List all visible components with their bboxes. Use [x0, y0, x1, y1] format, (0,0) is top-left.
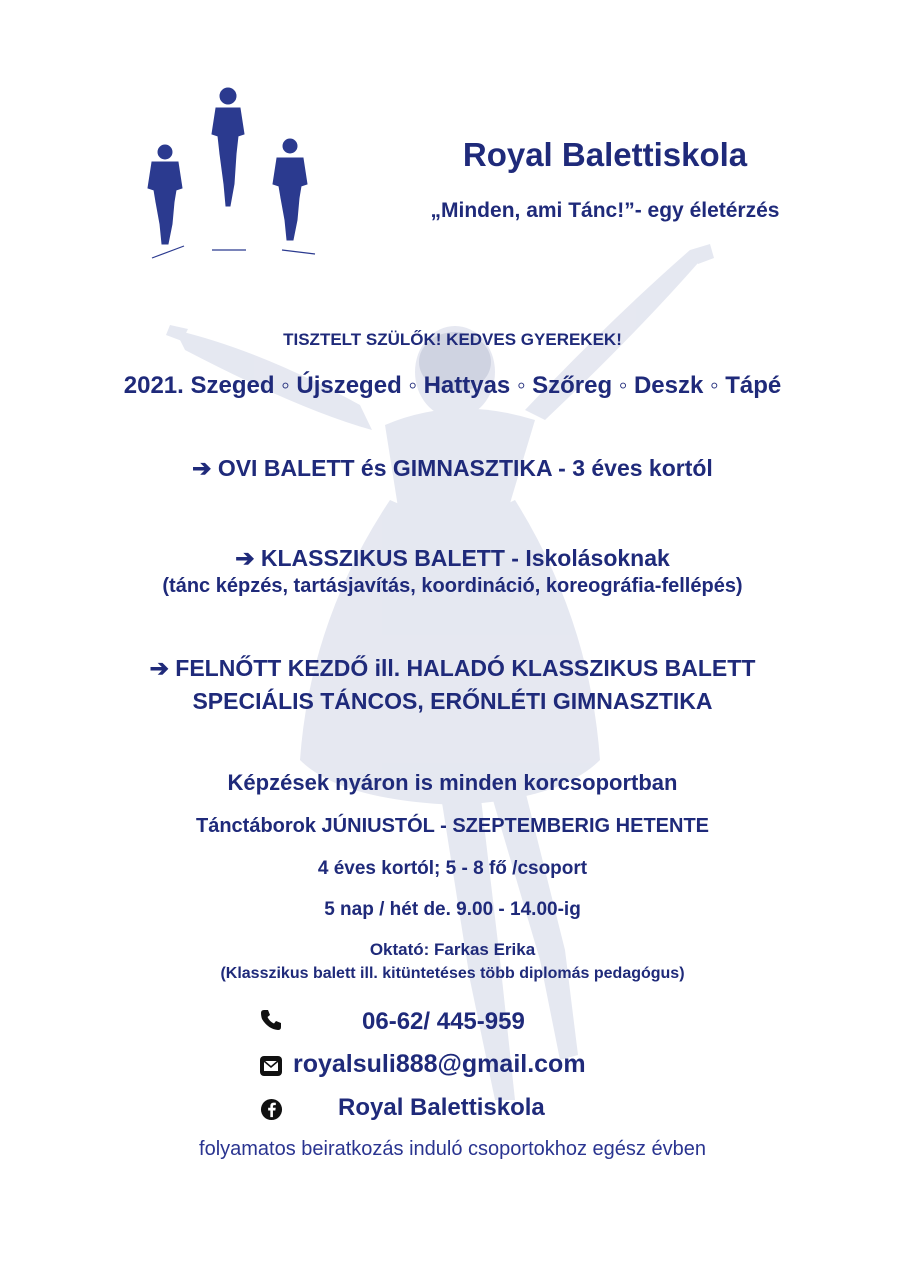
- program-felnott-balett: ➔ FELNŐTT KEZDŐ ill. HALADÓ KLASSZIKUS BALETT: [149, 655, 756, 681]
- dancers-logo: [140, 84, 330, 264]
- teacher-description: (Klasszikus balett ill. kitüntetéses több diplomás pedagógus): [220, 965, 685, 982]
- program-klasszikus-balett: ➔ KLASSZIKUS BALETT - Iskolásoknak: [235, 545, 670, 571]
- school-title: Royal Balettiskola: [462, 136, 748, 173]
- slogan: „Minden, ami Tánc!”- egy életérzés: [430, 199, 780, 222]
- summer-camps: Tánctáborok JÚNIUSTÓL - SZEPTEMBERIG HETENTE: [195, 815, 710, 837]
- program-klasszikus-balett-details: (tánc képzés, tartásjavítás, koordináció, koreográfia-fellépés): [162, 575, 743, 597]
- facebook-icon: [260, 1098, 283, 1121]
- email-address[interactable]: royalsuli888@gmail.com: [293, 1050, 586, 1078]
- phone-number[interactable]: 06-62/ 445-959: [362, 1008, 525, 1035]
- program-felnott-gimnasztika: SPECIÁLIS TÁNCOS, ERŐNLÉTI GIMNASZTIKA: [192, 688, 713, 714]
- teacher-name: Oktató: Farkas Erika: [369, 940, 536, 959]
- cities-line: 2021. Szeged ◦ Újszeged ◦ Hattyas ◦ Szőreg ◦ Deszk ◦ Tápé: [123, 372, 782, 399]
- camp-schedule: 5 nap / hét de. 9.00 - 14.00-ig: [324, 899, 581, 920]
- enrollment-note: folyamatos beiratkozás induló csoportokhoz egész évben: [199, 1138, 706, 1160]
- facebook-page-name[interactable]: Royal Balettiskola: [338, 1094, 545, 1121]
- program-ovi-balett: ➔ OVI BALETT és GIMNASZTIKA - 3 éves kortól: [192, 455, 713, 481]
- greeting: TISZTELT SZÜLŐK! KEDVES GYEREKEK!: [283, 330, 622, 349]
- camp-age-group: 4 éves kortól; 5 - 8 fő /csoport: [317, 858, 588, 879]
- phone-icon: [258, 1008, 284, 1032]
- envelope-icon: [259, 1055, 283, 1077]
- summer-courses: Képzések nyáron is minden korcsoportban: [227, 770, 678, 795]
